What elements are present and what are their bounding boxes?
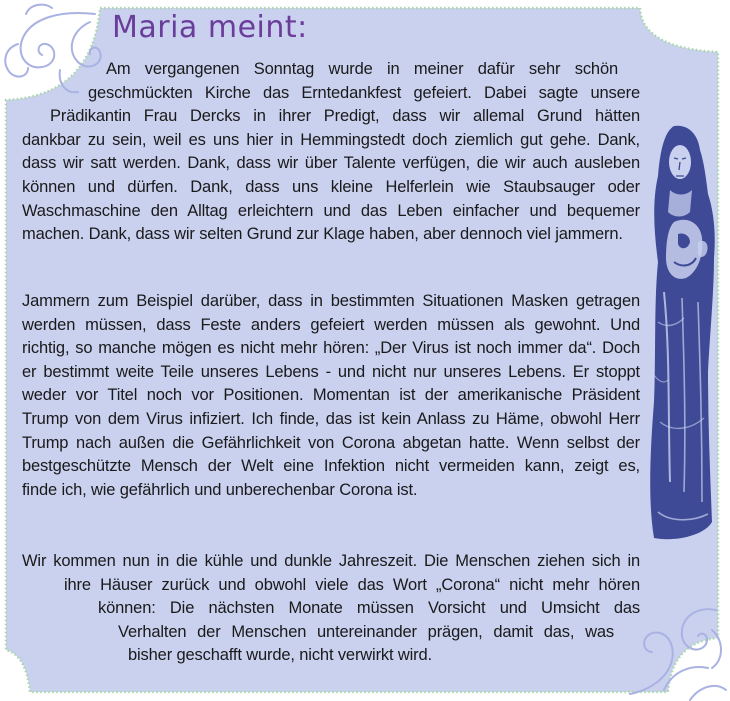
text-line: Am vergangenen Sonntag wurde in meiner dafür sehr schön	[106, 60, 618, 78]
text-line: bisher geschafft wurde, nicht verwirkt wird.	[128, 646, 432, 665]
text-line: können: Die nächsten Monate müssen Vorsicht und Umsicht das	[98, 599, 640, 618]
text-line: geschmückten Kirche das Erntedankfest gefeiert. Dabei sagte unsere	[88, 83, 640, 102]
text-line: dass wir satt werden. Dank, dass wir über Talente verfügen, die wir auch ausleben	[22, 154, 640, 173]
text-line: dankbar zu sein, weil es uns hier in Hemmingstedt doch ziemlich gut gehe. Dank,	[22, 130, 640, 149]
page-title: Maria meint:	[112, 10, 308, 45]
text-line: Waschmaschine den Alltag erleichtern und das Leben einfacher und bequemer	[22, 201, 640, 220]
paragraph-2	[22, 290, 640, 502]
madonna-statue-icon	[644, 122, 716, 546]
text-line: er bestimmt weite Teile unseres Lebens - und nicht nur unseres Lebens. Er stoppt	[22, 362, 640, 381]
text-line: Trump nach außen die Gefährlichkeit von Corona abgetan hatte. Wenn selbst der	[22, 433, 640, 452]
paragraph-1	[22, 58, 640, 247]
text-line: ihre Häuser zurück und obwohl viele das Wort „Corona“ nicht mehr hören	[64, 575, 640, 594]
text-line: finde ich, wie gefährlich und unberechenbar Corona ist.	[22, 480, 418, 499]
text-line: Prädikantin Frau Dercks in ihrer Predigt, dass wir allemal Grund hätten	[50, 107, 640, 126]
text-line: richtig, so manche mögen es nicht mehr hören: „Der Virus ist noch immer da“. Doch	[22, 339, 640, 358]
text-line: Jammern zum Beispiel darüber, dass in bestimmten Situationen Masken getragen	[22, 292, 640, 310]
text-line: machen. Dank, dass wir selten Grund zur Klage haben, aber dennoch viel jammern.	[22, 225, 623, 244]
text-line: können und dürfen. Dank, dass uns kleine Helferlein wie Staubsauger oder	[22, 177, 640, 196]
text-line: Verhalten der Menschen untereinander prägen, damit das, was	[118, 622, 614, 641]
text-line: Trump von dem Virus infiziert. Ich finde, das ist kein Anlass zu Häme, obwohl Herr	[22, 409, 640, 428]
text-line: weder vor Titel noch vor Positionen. Momentan ist der amerikanische Präsident	[22, 386, 640, 405]
paragraph-3	[22, 550, 640, 668]
text-line: werden müssen, dass Feste anders gefeiert werden müssen als gewohnt. Und	[22, 315, 640, 334]
text-line: bestgeschützte Mensch der Welt eine Infektion nicht vermeiden kann, zeigt es,	[22, 457, 640, 476]
text-line: Wir kommen nun in die kühle und dunkle Jahreszeit. Die Menschen ziehen sich in	[22, 552, 640, 570]
